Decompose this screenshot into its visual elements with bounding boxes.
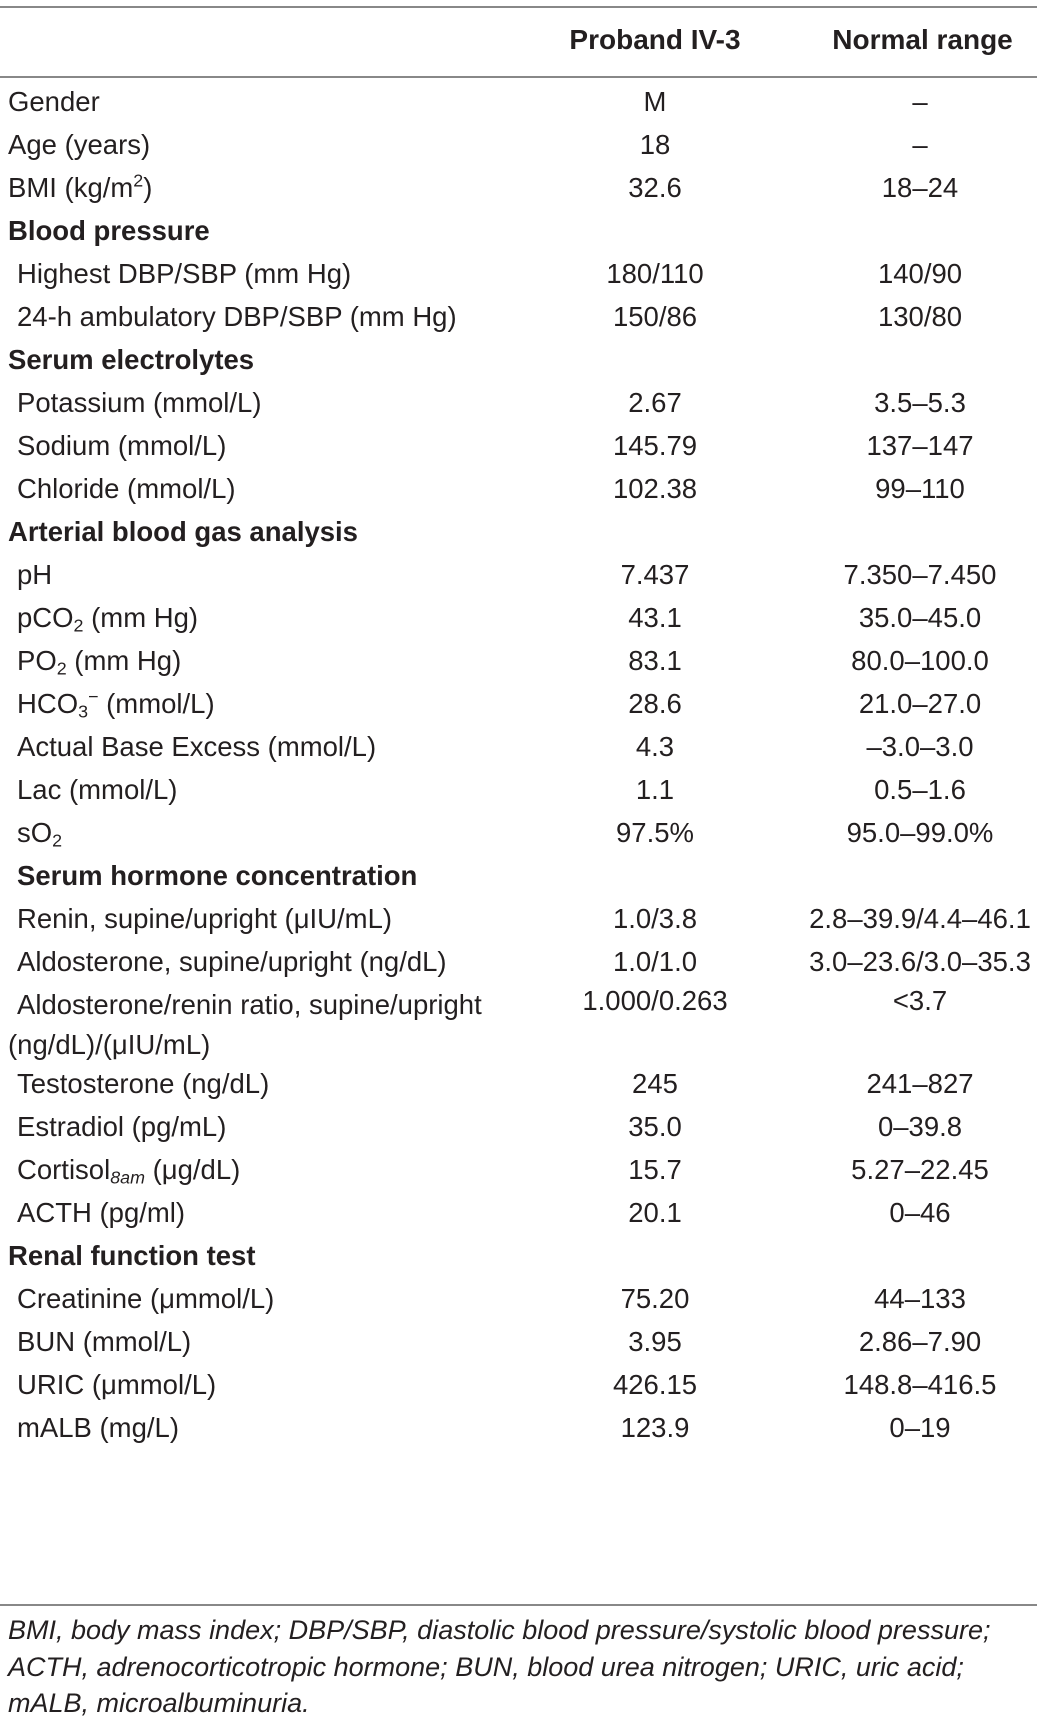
- table-row: [0, 637, 1042, 685]
- proband-value: 426.15: [612, 1369, 698, 1400]
- proband-value: 35.0: [628, 1111, 682, 1142]
- section-heading: Arterial blood gas analysis: [8, 516, 358, 547]
- row-label: Aldosterone, supine/upright (ng/dL): [17, 946, 447, 977]
- row-label: Lac (mmol/L): [17, 774, 178, 805]
- proband-value: 1.1: [635, 774, 675, 805]
- section-row: [0, 508, 1042, 556]
- proband-value: 28.6: [628, 688, 682, 719]
- row-label: BMI $(kg/m^2)$: [8, 170, 153, 203]
- header-proband: Proband IV-3: [569, 24, 741, 55]
- row-label: Chloride (mmol/L): [17, 473, 236, 504]
- table-row: [0, 594, 1042, 642]
- table-row: [0, 164, 1042, 212]
- normal-value: 7.350–7.450: [843, 559, 997, 590]
- row-label: Potassium (mmol/L): [17, 387, 262, 418]
- table-row: [0, 981, 1042, 1065]
- bottom-rule: [0, 1604, 1037, 1606]
- section-heading: Serum hormone concentration: [17, 860, 418, 891]
- normal-value: 99–110: [875, 473, 965, 504]
- normal-value: –: [912, 129, 928, 160]
- normal-value: 140/90: [877, 258, 963, 289]
- row-label: 24-h ambulatory DBP/SBP (mm Hg): [17, 301, 457, 332]
- normal-value: 137–147: [866, 430, 974, 461]
- proband-value: 97.5%: [616, 817, 694, 848]
- table-row: [0, 465, 1042, 513]
- proband-value: 2.67: [628, 387, 682, 418]
- section-row: [0, 852, 1042, 900]
- normal-value: 0–46: [889, 1197, 951, 1228]
- table-row: [0, 766, 1042, 814]
- row-label: mALB (mg/L): [17, 1412, 179, 1443]
- table-row: [0, 121, 1042, 169]
- top-rule: [0, 6, 1037, 8]
- normal-value: 3.0–23.6/3.0–35.3: [809, 946, 1031, 977]
- row-label: pCO$_2$ (mm Hg): [17, 602, 199, 636]
- table-row: [0, 1060, 1042, 1108]
- proband-value: 4.3: [635, 731, 675, 762]
- row-label: Testosterone (ng/dL): [17, 1068, 270, 1099]
- normal-value: 5.27–22.45: [851, 1154, 989, 1185]
- section-row: [0, 336, 1042, 384]
- normal-value: 21.0–27.0: [858, 688, 982, 719]
- normal-value: <3.7: [892, 985, 948, 1016]
- normal-value: 18–24: [881, 172, 959, 203]
- row-label: $PO_2$ (mm Hg): [17, 645, 182, 679]
- normal-value: 3.5–5.3: [874, 387, 966, 418]
- row-label: Aldosterone/renin ratio, supine/upright (ng/dL)/(μIU/mL): [8, 989, 482, 1060]
- table-row: [0, 1103, 1042, 1151]
- proband-value: 3.95: [628, 1326, 682, 1357]
- normal-value: 0–39.8: [877, 1111, 963, 1142]
- row-label: $HCO_3^-$ (mmol/L): [17, 686, 215, 722]
- row-label: Age (years): [8, 129, 151, 160]
- normal-value: 130/80: [877, 301, 963, 332]
- proband-value: 75.20: [620, 1283, 690, 1314]
- normal-value: –3.0–3.0: [866, 731, 974, 762]
- proband-value: 150/86: [612, 301, 698, 332]
- row-label: BUN (mmol/L): [17, 1326, 192, 1357]
- normal-value: 0.5–1.6: [874, 774, 966, 805]
- normal-value: 241–827: [866, 1068, 974, 1099]
- proband-value: M: [643, 86, 667, 117]
- normal-value: 80.0–100.0: [851, 645, 989, 676]
- proband-value: 18: [639, 129, 671, 160]
- proband-value: 15.7: [628, 1154, 682, 1185]
- proband-value: 123.9: [620, 1412, 690, 1443]
- normal-value: 95.0–99.0%: [846, 817, 994, 848]
- row-label: pH: [17, 559, 53, 590]
- proband-value: 43.1: [628, 602, 682, 633]
- normal-value: 44–133: [874, 1283, 966, 1314]
- row-label: Actual Base Excess (mmol/L): [17, 731, 377, 762]
- row-label: Gender: [8, 86, 100, 117]
- table-row: [0, 1361, 1042, 1409]
- row-label: Creatinine (μmmol/L): [17, 1283, 275, 1314]
- table-row: [0, 1404, 1042, 1452]
- table-row: [0, 379, 1042, 427]
- table-row: [0, 809, 1042, 857]
- table-row: [0, 680, 1042, 728]
- table-row: [0, 78, 1042, 126]
- section-row: [0, 207, 1042, 255]
- proband-value: 180/110: [606, 258, 704, 289]
- table-row: [0, 723, 1042, 771]
- proband-value: 83.1: [628, 645, 682, 676]
- table-footnote: BMI, body mass index; DBP/SBP, diastolic blood pressure/systolic blood pressure; ACTH, adrenocorticotropic hormone; BUN, blood urea nitrogen; URIC, uric acid; mALB, microalbuminuria.: [8, 1615, 991, 1718]
- proband-value: 32.6: [628, 172, 682, 203]
- proband-value: 245: [632, 1068, 678, 1099]
- normal-value: 35.0–45.0: [858, 602, 982, 633]
- table-row: [0, 250, 1042, 298]
- proband-value: 1.000/0.263: [582, 985, 728, 1016]
- proband-value: 145.79: [612, 430, 698, 461]
- section-heading: Serum electrolytes: [8, 344, 255, 375]
- table-row: [0, 1275, 1042, 1323]
- normal-value: 0–19: [889, 1412, 951, 1443]
- table-row: [0, 422, 1042, 470]
- section-row: [0, 1232, 1042, 1280]
- row-label: $sO_2$: [17, 817, 63, 851]
- section-heading: Renal function test: [8, 1240, 256, 1271]
- normal-value: 2.86–7.90: [858, 1326, 982, 1357]
- row-label: Renin, supine/upright (μIU/mL): [17, 903, 393, 934]
- table-row: [0, 1318, 1042, 1366]
- table-row: [0, 1189, 1042, 1237]
- proband-value: 20.1: [628, 1197, 682, 1228]
- proband-value: 1.0/3.8: [612, 903, 698, 934]
- proband-value: 7.437: [620, 559, 690, 590]
- row-label: ACTH (pg/ml): [17, 1197, 186, 1228]
- row-label: Sodium (mmol/L): [17, 430, 227, 461]
- proband-value: 1.0/1.0: [612, 946, 698, 977]
- table-row: [0, 1146, 1042, 1194]
- row-label: Cortisol$_{8am}$ (μg/dL): [17, 1154, 241, 1188]
- normal-value: 148.8–416.5: [843, 1369, 997, 1400]
- table-row: [0, 551, 1042, 599]
- table-row: [0, 895, 1042, 943]
- normal-value: 2.8–39.9/4.4–46.1: [809, 903, 1031, 934]
- proband-value: 102.38: [612, 473, 698, 504]
- table-row: [0, 293, 1042, 341]
- row-label: Highest DBP/SBP (mm Hg): [17, 258, 352, 289]
- row-label: Estradiol (pg/mL): [17, 1111, 227, 1142]
- header-normal-range: Normal range: [832, 24, 1013, 55]
- normal-value: –: [912, 86, 928, 117]
- row-label: URIC (μmmol/L): [17, 1369, 217, 1400]
- section-heading: Blood pressure: [8, 215, 210, 246]
